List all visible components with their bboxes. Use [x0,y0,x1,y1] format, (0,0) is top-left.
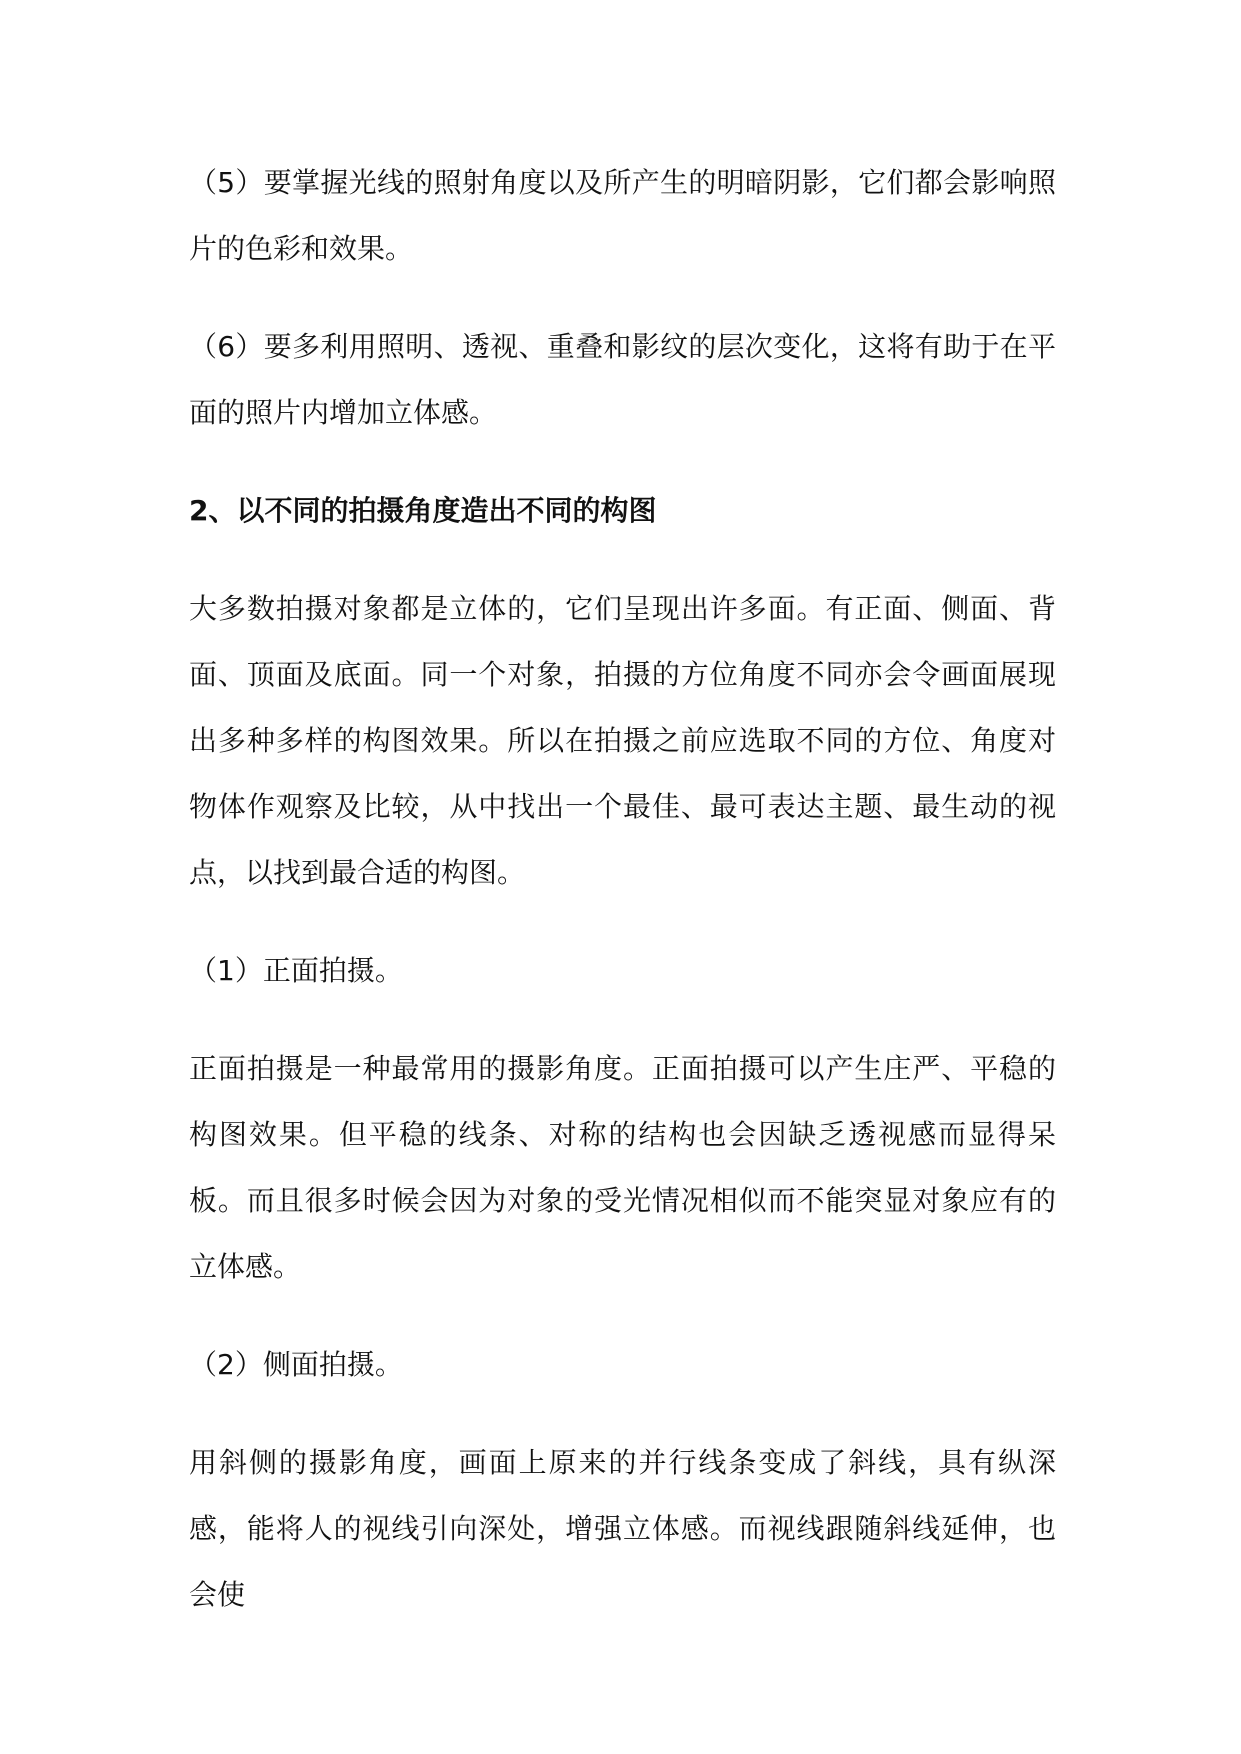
document-page [189,150,1056,1660]
paragraph-perspective-layers: （6）要多利用照明、透视、重叠和影纹的层次变化，这将有助于在平面的照片内增加立体感。 [189,330,1056,429]
subheading-front-shot: （1）正面拍摄。 [189,954,403,987]
paragraph-front-shot: 正面拍摄是一种最常用的摄影角度。正面拍摄可以产生庄严、平稳的构图效果。但平稳的线条、对称的结构也会因缺乏透视感而显得呆板。而且很多时候会因为对象的受光情况相似而不能突显对象应有的立体感。 [189,1052,1056,1283]
paragraph-shooting-angles-intro: 大多数拍摄对象都是立体的，它们呈现出许多面。有正面、侧面、背面、顶面及底面。同一个对象，拍摄的方位角度不同亦会令画面展现出多种多样的构图效果。所以在拍摄之前应选取不同的方位、角度对物体作观察及比较，从中找出一个最佳、最可表达主题、最生动的视点，以找到最合适的构图。 [189,592,1056,889]
subheading-side-shot: （2）侧面拍摄。 [189,1348,403,1381]
paragraph-side-shot: 用斜侧的摄影角度，画面上原来的并行线条变成了斜线，具有纵深感，能将人的视线引向深处，增强立体感。而视线跟随斜线延伸，也会使 [189,1446,1056,1611]
section-heading: 2、以不同的拍摄角度造出不同的构图 [189,494,657,527]
paragraph-lighting-angle: （5）要掌握光线的照射角度以及所产生的明暗阴影，它们都会影响照片的色彩和效果。 [189,166,1056,265]
